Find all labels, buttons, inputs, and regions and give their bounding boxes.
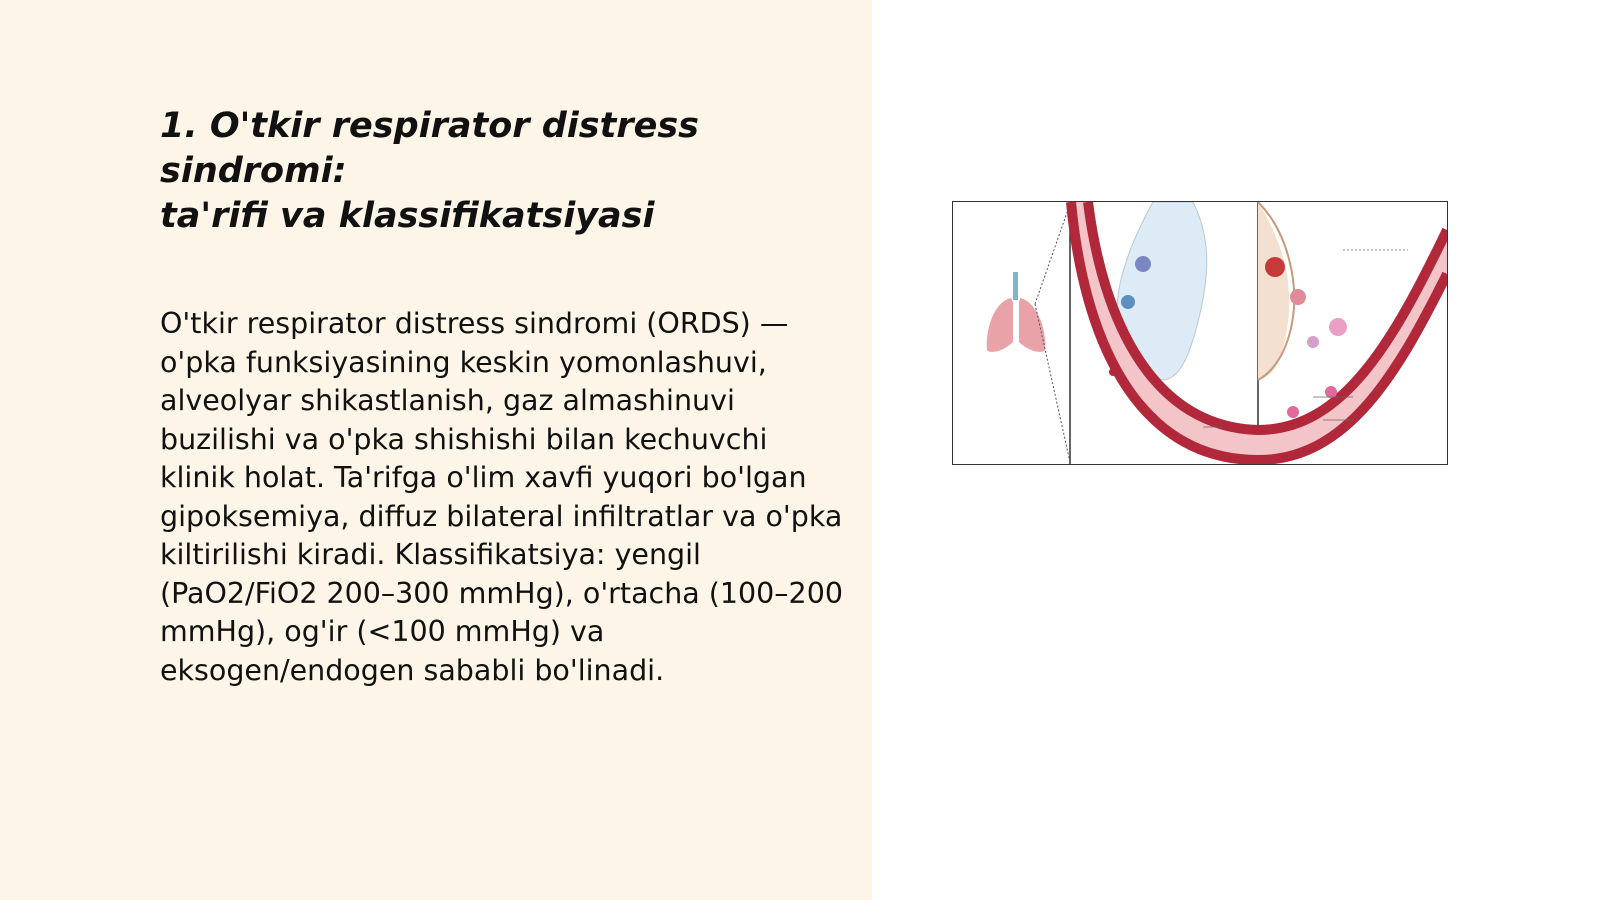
zoom-line-bottom xyxy=(1035,304,1070,462)
ards-illustration xyxy=(953,202,1447,464)
ards-pathophysiology-figure xyxy=(952,201,1448,465)
slide-title xyxy=(160,104,840,239)
injured-alveolus xyxy=(1254,202,1289,380)
title-line-1: 1. O'tkir respirator distress sindromi: xyxy=(160,106,700,191)
zoom-line-top xyxy=(1035,204,1070,304)
title-line-2: ta'rifi va klassifikatsiyasi xyxy=(160,196,655,236)
slide-body-text: O'tkir respirator distress sindromi (ORDS) — o'pka funksiyasining keskin yomonlashuvi, alveolyar shikastlanish, gaz almashinuvi buzilishi va o'pka shishishi bilan kechuvchi klinik holat. Ta'rifga o'lim xavfi yuqori bo'lgan gipoksemiya, diffuz bilateral infiltratlar va o'pka kiltirilishi kiradi. Klassifikatsiya: yengil (PaO2/FiO2 200–300 mmHg), o'rtacha (100–200 mmHg), og'ir (<100 mmHg) va eksogen/endogen sababli bo'linadi. xyxy=(160,307,843,687)
annotation-lines xyxy=(1203,250,1408,427)
